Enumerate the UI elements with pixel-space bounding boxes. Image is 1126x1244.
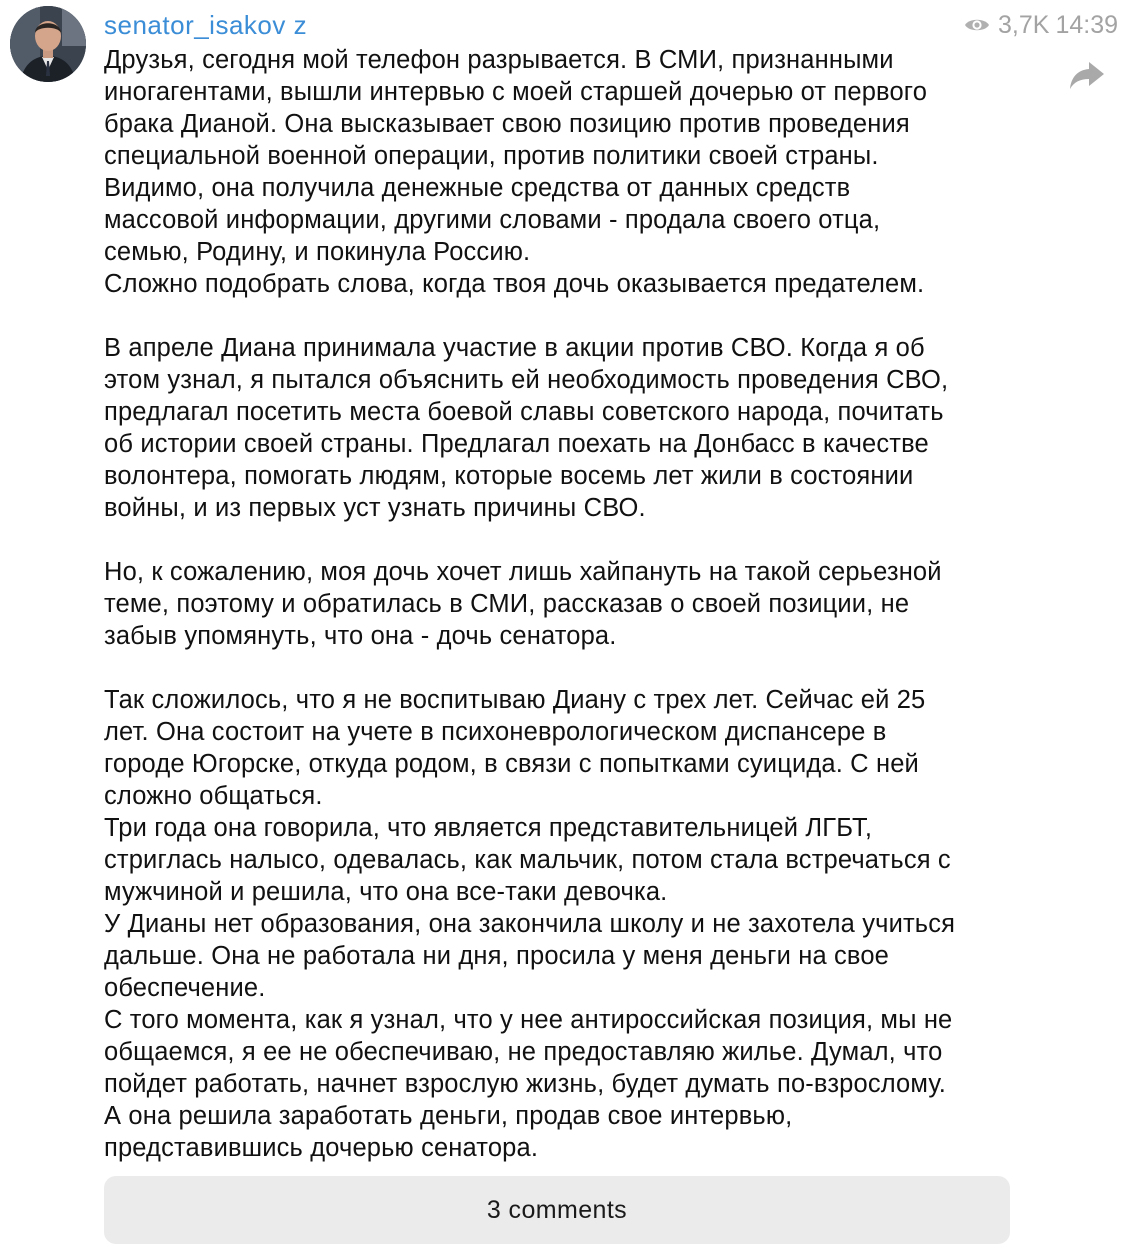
share-button[interactable] [1068,56,1106,94]
post-paragraph: Но, к сожалению, моя дочь хочет лишь хайпануть на такой серьезной теме, поэтому и обратилась в СМИ, рассказав о своей позиции, не забыв упомянуть, что она - дочь сенатора. [104,558,942,650]
share-arrow-icon [1068,81,1106,98]
post-time: 14:39 [1055,10,1118,39]
post-paragraph: Так сложилось, что я не воспитываю Диану с трех лет. Сейчас ей 25 лет. Она состоит на учете в психоневрологическом диспансере в городе Югорске, откуда родом, в связи с попытками суицида. С ней сложно общаться. Три года она говорила, что является представительницей ЛГБТ, стриглась налысо, одевалась, как мальчик, потом стала встречаться с мужчиной и решила, что она все-таки девочка. У Дианы нет образования, она закончила школу и не захотела учиться дальше. Она не работала ни дня, просила у меня деньги на свое обеспечение. С того момента, как я узнал, что у нее антироссийская позиция, мы не общаемся, я ее не обеспечиваю, не предоставляю жилье. Думал, что пойдет работать, начнет взрослую жизнь, будет думать по-взрослому. А она решила заработать деньги, продав свое интервью, представившись дочерью сенатора. [104,686,956,1162]
post-paragraph: В апреле Диана принимала участие в акции против СВО. Когда я об этом узнал, я пытался объяснить ей необходимость проведения СВО, предлагал посетить места боевой славы советского народа, почитать об истории своей страны. Предлагал поехать на Донбасс в качестве волонтера, помогать людям, которые восемь лет жили в состоянии войны, и из первых уст узнать причины СВО. [104,334,949,522]
comments-button[interactable]: 3 comments [104,1176,1010,1244]
post-body [104,44,1034,1164]
paragraph-spacer [104,652,1034,684]
views-count: 3,7K [998,10,1050,39]
channel-avatar[interactable] [10,6,86,82]
eye-icon [964,16,990,34]
post-meta [964,9,1118,41]
paragraph-spacer [104,300,1034,332]
post-paragraph: Друзья, сегодня мой телефон разрывается. В СМИ, признанными иногагентами, вышли интервью с моей старшей дочерью от первого брака Дианой. Она высказывает свою позицию против проведения специальной военной операции, против политики своей страны. Видимо, она получила денежные средства от данных средств массовой информации, другими словами - продала своего отца, семью, Родину, и покинула Россию. Сложно подобрать слова, когда твоя дочь оказывается предателем. [104,46,928,298]
paragraph-spacer [104,524,1034,556]
channel-name-link[interactable]: senator_isakov z [104,10,308,40]
